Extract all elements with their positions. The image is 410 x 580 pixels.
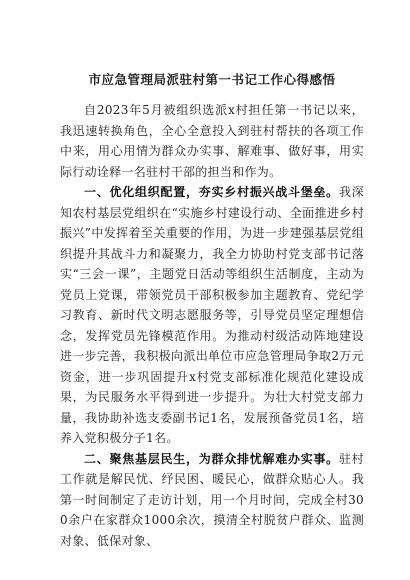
paragraph-text: 我深知农村基层党组织在“实施乡村建设行动、全面推进乡村振兴”中发挥着至关重要的作用，为进一步建强基层党组织提升其战斗力和凝聚力，我全力协助村党支部书记落实“三会一课”，主题党日活动等组织生活制度，主动为党员上党课，带领党员干部积极参加主题教育、党纪学习教育、新时代文明志愿服务等，引导党员坚定理想信念，发挥党员先锋模范作用。为推动村级活动阵地建设进一步完善，我积极向派出单位市应急管理局争取2万元资金，进一步巩固提升x村党支部标准化规范化建设成果，为民服务水平得到进一步提升。为壮大村党支部力量，我协助补选支委副书记1名，发展预备党员1名，培养入党积极分子1名。 <box>60 185 364 445</box>
paragraph-intro <box>60 100 364 182</box>
section-heading-2: 二、聚焦基层民生，为群众排忧解难办实事。 <box>84 451 339 466</box>
paragraph-text: 驻村工作就是解民忧、纾民困、暖民心，做群众贴心人。我第一时间制定了走访计划，用一个月时间，完成全村300余户在家群众1000余次，摸清全村脱贫户群众、监测对象、低保对象、 <box>60 451 364 548</box>
paragraph-section-2 <box>60 449 364 552</box>
section-heading-1: 一、优化组织配置，夯实乡村振兴战斗堡垒。 <box>84 185 339 199</box>
paragraph-section-1 <box>60 182 364 449</box>
paragraph-text: 自2023年5月被组织选派x村担任第一书记以来，我迅速转换角色，全心全意投入到驻村帮扶的各项工作中来，用心用情为群众办实事、解难事、做好事，用实际行动诠释一名驻村干部的担当和作为。 <box>60 103 364 179</box>
document-title: 市应急管理局派驻村第一书记工作心得感悟 <box>88 72 336 87</box>
